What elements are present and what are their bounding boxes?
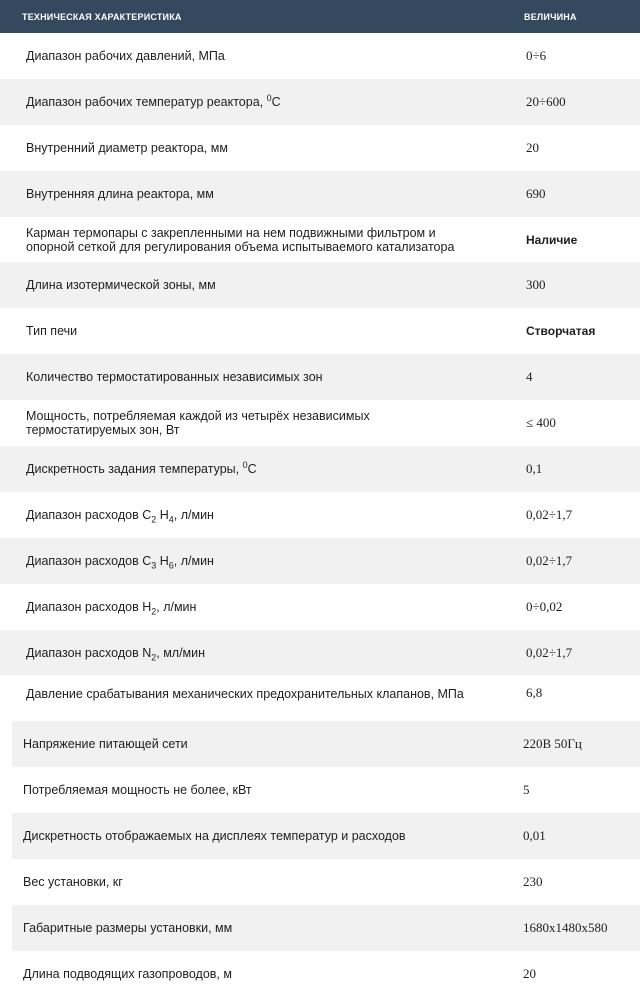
- table-row: [12, 721, 640, 767]
- table-row: [0, 171, 640, 217]
- table-row: [0, 262, 640, 308]
- table-row: [0, 354, 640, 400]
- row-label: Длина изотермической зоны, мм: [26, 278, 216, 293]
- header-value: ВЕЛИЧИНА: [524, 11, 577, 22]
- row-value: 0,02÷1,7: [526, 644, 573, 660]
- row-value: 0,02÷1,7: [526, 552, 573, 568]
- table-row: [0, 79, 640, 125]
- table-header: [0, 0, 640, 33]
- row-label: Дискретность задания температуры, $^0$С: [26, 459, 257, 476]
- table-row: [12, 951, 640, 997]
- row-value: 0,1: [526, 460, 543, 476]
- table-row: [0, 675, 640, 703]
- row-value: Створчатая: [526, 324, 596, 339]
- table-row: [0, 538, 640, 584]
- row-value: ≤ 400: [526, 415, 556, 431]
- row-value: 0÷0,02: [526, 598, 563, 614]
- table-row: [12, 859, 640, 905]
- table-body: [0, 33, 640, 997]
- row-value: 0,01: [523, 828, 546, 844]
- row-value: 20: [526, 139, 539, 155]
- row-value: 0÷6: [526, 47, 547, 63]
- row-value: 690: [526, 185, 546, 201]
- table-row: [12, 767, 640, 813]
- row-label: Дискретность отображаемых на дисплеях температур и расходов: [23, 829, 406, 844]
- row-label: Длина подводящих газопроводов, м: [23, 966, 232, 981]
- row-value: 230: [523, 874, 543, 890]
- row-label: Карман термопары с закрепленными на нем подвижными фильтром и опорной сеткой для регулирования объема испытываемого катализатора: [26, 225, 455, 254]
- row-value: 6,8: [526, 685, 543, 701]
- header-characteristic: ТЕХНИЧЕСКАЯ ХАРАКТЕРИСТИКА: [22, 11, 182, 22]
- row-value: 20: [523, 965, 536, 981]
- row-value: 4: [526, 369, 533, 385]
- row-value: 20÷600: [526, 93, 566, 109]
- table-row: [0, 630, 640, 676]
- row-value: Наличие: [526, 232, 578, 247]
- row-label: Тип печи: [26, 324, 78, 339]
- row-label: Диапазон рабочих давлений, МПа: [26, 48, 225, 63]
- table-row: [0, 446, 640, 492]
- row-label: Мощность, потребляемая каждой из четырёх независимых термостатируемых зон, Вт: [26, 409, 370, 438]
- table-row: [0, 217, 640, 263]
- row-label: Диапазон расходов $C_3$ $H_6$, л/мин: [26, 553, 214, 571]
- row-label: Диапазон рабочих температур реактора, $^0$С: [26, 92, 281, 109]
- row-label: Габаритные размеры установки, мм: [23, 920, 233, 935]
- row-label: Диапазон расходов $C_2$ $H_4$, л/мин: [26, 507, 214, 525]
- row-label: Количество термостатированных независимых зон: [26, 370, 323, 385]
- row-value: 300: [526, 277, 546, 293]
- table-row: [0, 33, 640, 79]
- row-value: 1680х1480х580: [523, 919, 608, 935]
- table-row: [0, 584, 640, 630]
- row-label: Диапазон расходов $N_2$, мл/мин: [26, 645, 206, 663]
- row-value: 0,02÷1,7: [526, 506, 573, 522]
- row-label: Внутренняя длина реактора, мм: [26, 186, 214, 201]
- row-label: Давление срабатывания механических предохранительных клапанов, МПа: [26, 687, 464, 702]
- table-row: [0, 400, 640, 446]
- row-label: Напряжение питающей сети: [23, 737, 188, 752]
- table-row: [12, 905, 640, 951]
- table-row: [12, 813, 640, 859]
- table-row: [0, 492, 640, 538]
- row-label: Вес установки, кг: [23, 875, 123, 890]
- table-row: [0, 125, 640, 171]
- table-row: [0, 308, 640, 354]
- row-value: 220В 50Гц: [523, 736, 582, 752]
- row-label: Потребляемая мощность не более, кВт: [23, 783, 252, 798]
- row-label: Внутренний диаметр реактора, мм: [26, 140, 228, 155]
- row-value: 5: [523, 782, 530, 798]
- row-label: Диапазон расходов $H_2$, л/мин: [26, 599, 197, 617]
